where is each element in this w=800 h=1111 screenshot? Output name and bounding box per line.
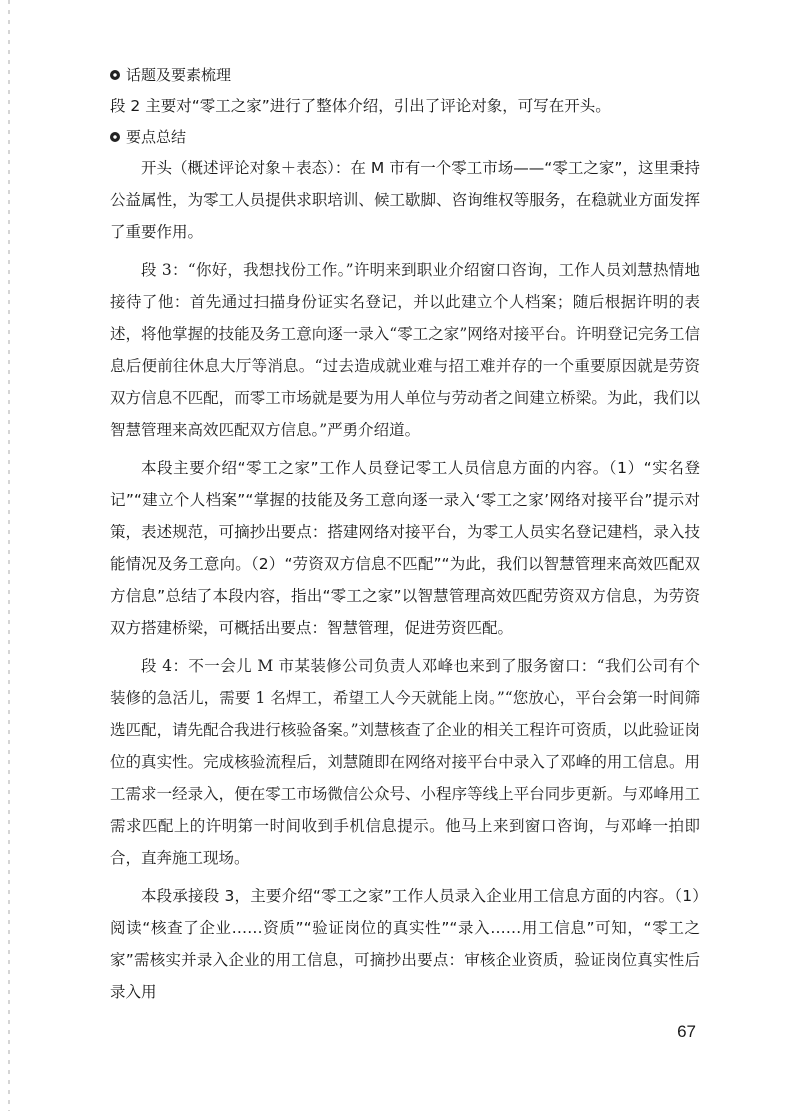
topic-heading [110,60,700,90]
topic-heading-text: 话题及要素梳理 [126,66,232,84]
opening-text: 开头（概述评论对象＋表态）：在 M 市有一个零工市场——“零工之家”，这里秉持公益属性，为零工人员提供求职培训、候工歇脚、咨询维权等服务，在稳就业方面发挥了重要作用。 [110,159,700,241]
bullet-icon [110,132,120,142]
paragraph-3-analysis: 本段主要介绍“零工之家”工作人员登记零工人员信息方面的内容。（1）“实名登记”“建立个人档案”“掌握的技能及务工意向逐一录入‘零工之家’网络对接平台”提示对策，表述规范，可摘抄出要点：搭建网络对接平台，为零工人员实名登记建档，录入技能情况及务工意向。（2）“劳资双方信息不匹配”“为此，我们以智慧管理来高效匹配双方信息”总结了本段内容，指出“零工之家”以智慧管理高效匹配劳资双方信息，为劳资双方搭建桥梁，可概括出要点：智慧管理，促进劳资匹配。 [110,459,700,637]
summary-heading [110,122,700,152]
scan-binding-edge [8,0,10,1111]
page-content [110,60,700,1008]
paragraph-4-analysis: 本段承接段 3，主要介绍“零工之家”工作人员录入企业用工信息方面的内容。（1）阅读“核查了企业……资质”“验证岗位的真实性”“录入……用工信息”可知，“零工之家”需核实并录入企业的用工信息，可摘抄出要点：审核企业资质，验证岗位真实性后录入用 [110,887,700,1001]
paragraph-3-source: 段 3：“你好，我想找份工作。”许明来到职业介绍窗口咨询，工作人员刘慧热情地接待了他：首先通过扫描身份证实名登记，并以此建立个人档案；随后根据许明的表述，将他掌握的技能及务工意向逐一录入“零工之家”网络对接平台。许明登记完务工信息后便前往休息大厅等消息。“过去造成就业难与招工难并存的一个重要原因就是劳资双方信息不匹配，而零工市场就是要为用人单位与劳动者之间建立桥梁。为此，我们以智慧管理来高效匹配双方信息。”严勇介绍道。 [110,261,700,439]
summary-heading-text: 要点总结 [126,128,187,146]
bullet-icon [110,70,120,80]
topic-text: 段 2 主要对“零工之家”进行了整体介绍，引出了评论对象，可写在开头。 [110,97,611,115]
page-number: 67 [677,1022,696,1041]
paragraph-4-source: 段 4：不一会儿 M 市某装修公司负责人邓峰也来到了服务窗口：“我们公司有个装修的急活儿，需要 1 名焊工，希望工人今天就能上岗。”“您放心，平台会第一时间筛选匹配，请先配合我进行核验备案。”刘慧核查了企业的相关工程许可资质，以此验证岗位的真实性。完成核验流程后，刘慧随即在网络对接平台中录入了邓峰的用工信息。用工需求一经录入，便在零工市场微信公众号、小程序等线上平台同步更新。与邓峰用工需求匹配上的许明第一时间收到手机信息提示。他马上来到窗口咨询，与邓峰一拍即合，直奔施工现场。 [110,657,700,867]
